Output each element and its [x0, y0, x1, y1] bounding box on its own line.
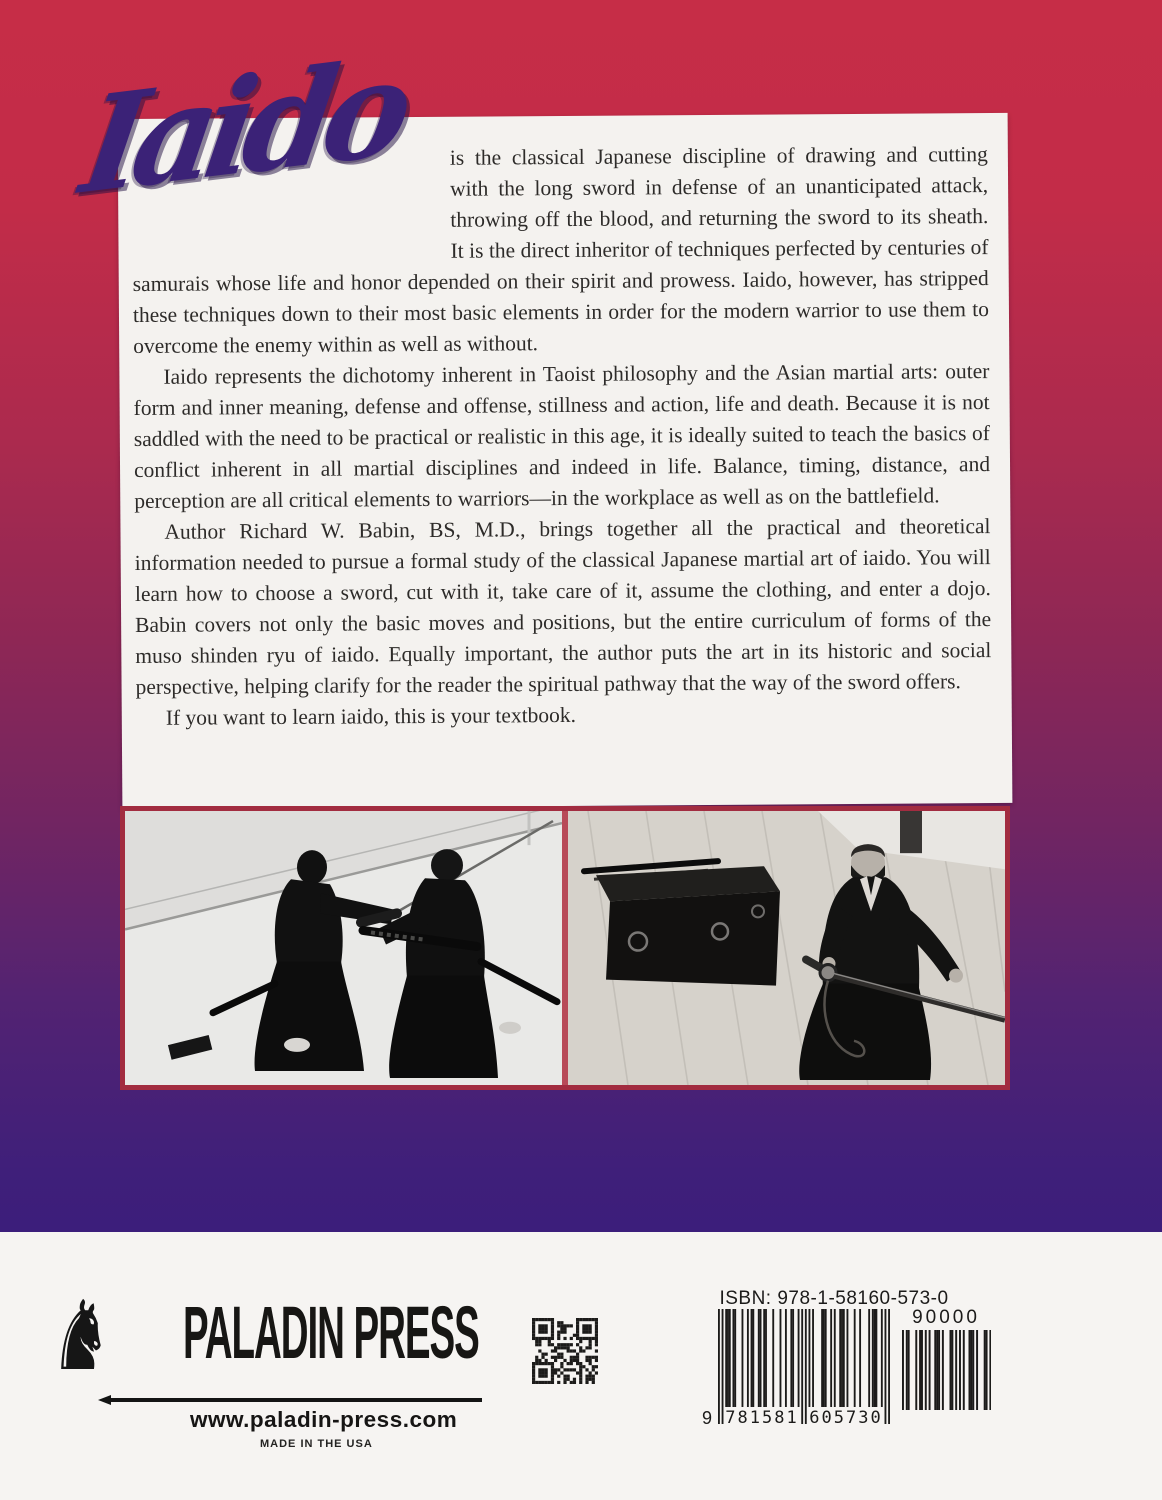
publisher-website: www.paladin-press.com [190, 1407, 458, 1432]
paragraph-author: Author Richard W. Babin, BS, M.D., brings together all the practical and theoretical information needed to pursue a formal study of the classical Japanese martial art of iaido. You will learn how to choose a sword, cut with it, take care of it, assume the clothing, and enter a dojo. Babin covers not only the basic moves and positions, but the entire curriculum of forms of the muso shinden ryu of iaido. Equally important, the author puts the art in its historic and social perspective, helping clarify for the reader the spiritual pathway that the way of the sword offers. [134, 514, 992, 700]
barcode-digit-left: 9 [702, 1408, 713, 1428]
paragraph-philosophy: Iaido represents the dichotomy inherent in Taoist philosophy and the Asian martial arts: outer form and inner meaning, defense and offense, stillness and action, life and death. Because it is not saddled with the need to be practical or realistic in this age, it is ideally suited to teach the basics of conflict inherent in all martial disciplines and indeed in life. Balance, timing, distance, and perception are all critical elements to warriors—in the workplace as well as on the battlefield. [133, 359, 991, 514]
barcode-digits-group2: 605730 [809, 1408, 883, 1428]
barcode-supplement-label: 90000 [912, 1307, 980, 1328]
footer-content [0, 1232, 1162, 1500]
made-in-usa-label: MADE IN THE USA [260, 1438, 373, 1450]
chess-knight-icon: ♞ [50, 1280, 112, 1392]
publisher-name: PALADIN PRESS [183, 1291, 479, 1374]
photo-strip [120, 806, 1010, 1090]
supplement-barcode [902, 1330, 991, 1415]
lance-rule [110, 1398, 482, 1402]
qr-code-icon [532, 1318, 598, 1384]
paragraph-intro: is the classical Japanese discipline of drawing and cutting with the long sword in defense of an unanticipated attack, throwing off the blood, and returning the sword to its sheath. It is the direct inheritor of techniques perfected by centuries of samurais whose life and honor depended on their spirit and prowess. Iaido, however, has stripped these techniques down to their most basic elements in order for the modern warrior to use them to overcome the enemy within as well as without. [132, 142, 990, 359]
barcode-digits-group1: 781581 [725, 1408, 799, 1428]
paladin-press-logo [50, 1280, 530, 1464]
isbn-label: ISBN: 978-1-58160-573-0 [719, 1288, 949, 1309]
left-photo-two-practitioners [125, 811, 562, 1085]
isbn-barcode-block [700, 1288, 1000, 1468]
back-cover-copy [132, 139, 993, 809]
paragraph-closing: If you want to learn iaido, this is your textbook. [165, 702, 577, 730]
back-cover-text-panel [118, 113, 1013, 809]
doorway [900, 811, 922, 853]
iaido-script-title: Iaido [72, 28, 413, 225]
sword-chest [584, 861, 780, 985]
right-photo-single-practitioner [568, 811, 1005, 1085]
